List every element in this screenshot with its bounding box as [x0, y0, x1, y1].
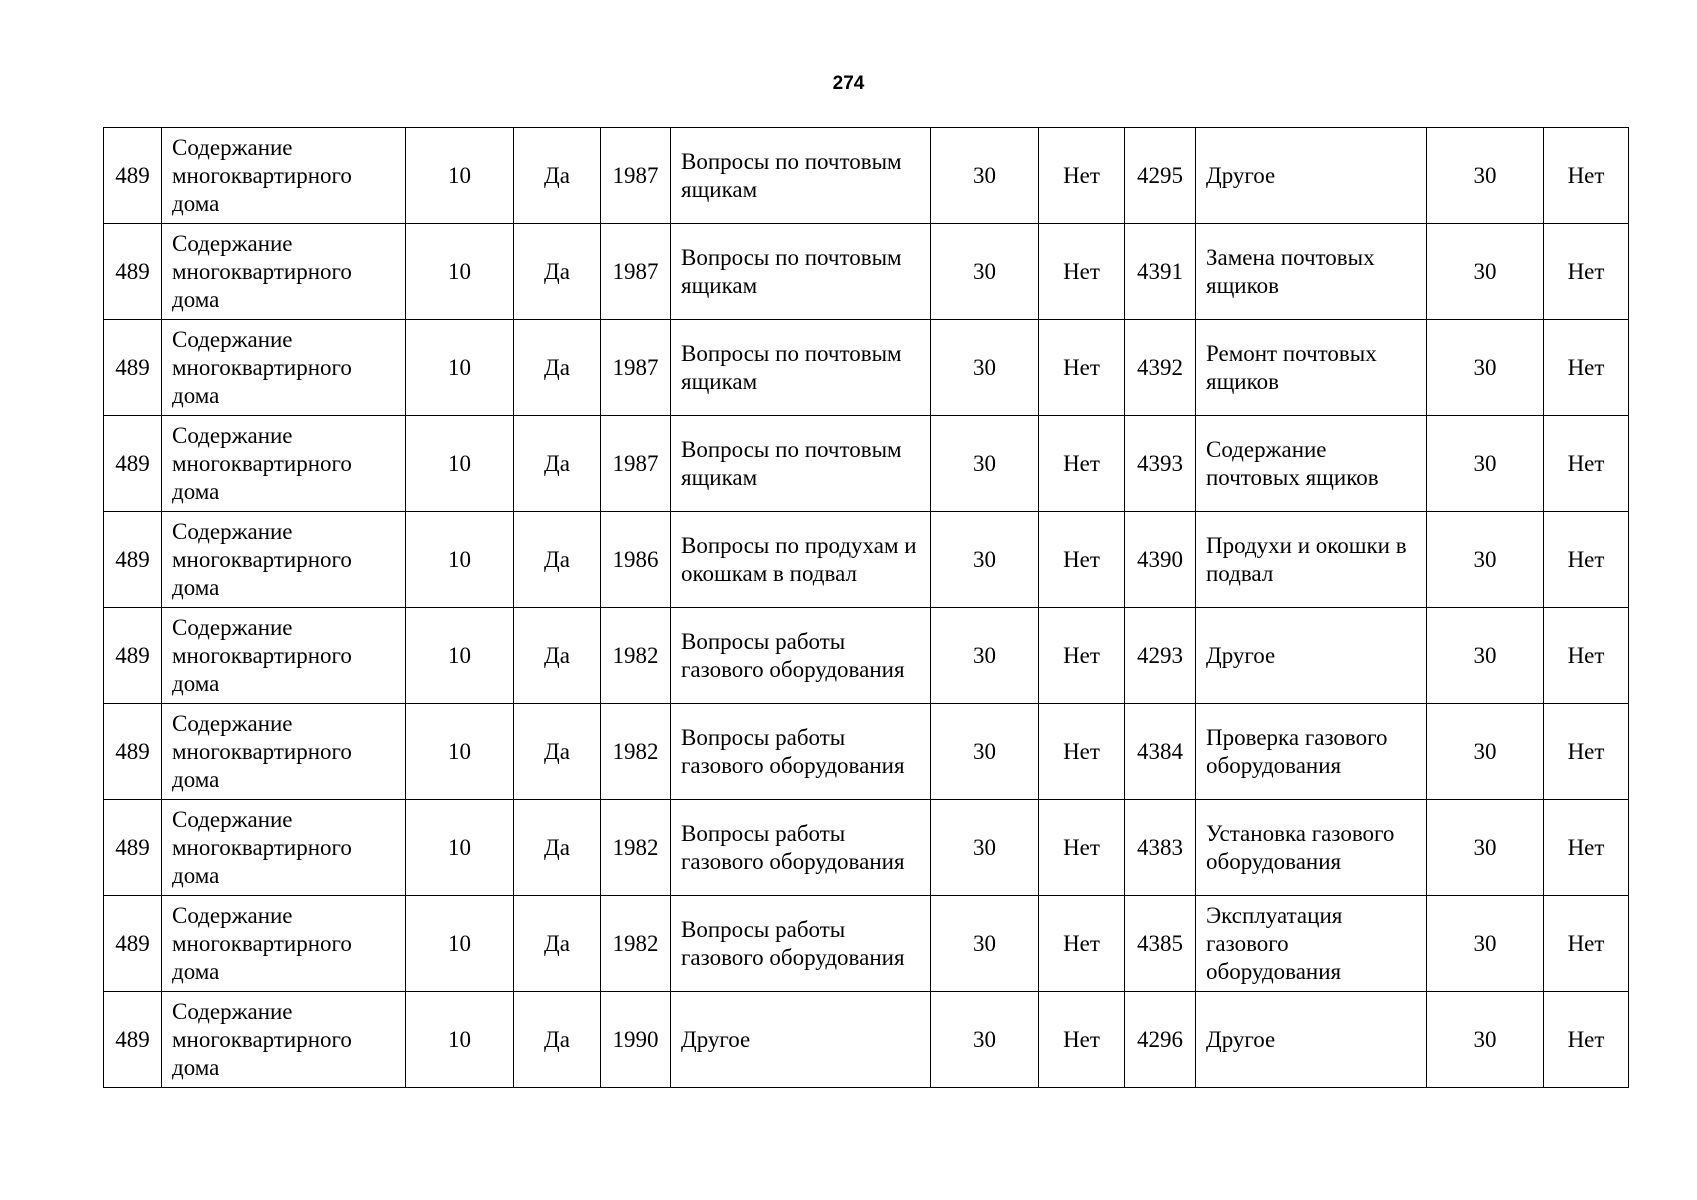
category-cell: Содержание многоквартирного дома	[162, 896, 406, 992]
row-number-cell: 489	[104, 512, 162, 608]
flag-c-cell: Нет	[1544, 608, 1629, 704]
topic-cell: Вопросы работы газового оборудования	[671, 608, 931, 704]
row-number-cell: 489	[104, 128, 162, 224]
flag-c-cell: Нет	[1544, 320, 1629, 416]
code-a-cell: 1982	[601, 800, 671, 896]
code-a-cell: 1982	[601, 704, 671, 800]
code-b-cell: 4393	[1125, 416, 1196, 512]
value-a-cell: 10	[406, 704, 514, 800]
value-b-cell: 30	[931, 992, 1039, 1088]
category-cell: Содержание многоквартирного дома	[162, 416, 406, 512]
code-b-cell: 4295	[1125, 128, 1196, 224]
code-a-cell: 1986	[601, 512, 671, 608]
row-number-cell: 489	[104, 608, 162, 704]
value-b-cell: 30	[931, 224, 1039, 320]
code-b-cell: 4392	[1125, 320, 1196, 416]
flag-a-cell: Да	[514, 512, 601, 608]
value-c-cell: 30	[1427, 320, 1544, 416]
flag-a-cell: Да	[514, 320, 601, 416]
flag-b-cell: Нет	[1039, 128, 1125, 224]
flag-c-cell: Нет	[1544, 992, 1629, 1088]
value-c-cell: 30	[1427, 128, 1544, 224]
subtopic-cell: Другое	[1196, 608, 1427, 704]
document-table	[103, 127, 1629, 1088]
flag-c-cell: Нет	[1544, 896, 1629, 992]
row-number-cell: 489	[104, 896, 162, 992]
flag-a-cell: Да	[514, 896, 601, 992]
table-body	[104, 128, 1629, 1088]
category-cell: Содержание многоквартирного дома	[162, 800, 406, 896]
category-cell: Содержание многоквартирного дома	[162, 320, 406, 416]
flag-c-cell: Нет	[1544, 800, 1629, 896]
flag-b-cell: Нет	[1039, 416, 1125, 512]
flag-b-cell: Нет	[1039, 992, 1125, 1088]
value-c-cell: 30	[1427, 704, 1544, 800]
subtopic-cell: Другое	[1196, 128, 1427, 224]
flag-b-cell: Нет	[1039, 608, 1125, 704]
code-a-cell: 1987	[601, 416, 671, 512]
topic-cell: Вопросы по почтовым ящикам	[671, 224, 931, 320]
table-row	[104, 704, 1629, 800]
flag-b-cell: Нет	[1039, 704, 1125, 800]
topic-cell: Вопросы по продухам и окошкам в подвал	[671, 512, 931, 608]
category-cell: Содержание многоквартирного дома	[162, 512, 406, 608]
topic-cell: Вопросы работы газового оборудования	[671, 704, 931, 800]
category-cell: Содержание многоквартирного дома	[162, 128, 406, 224]
table-row	[104, 320, 1629, 416]
subtopic-cell: Установка газового оборудования	[1196, 800, 1427, 896]
value-b-cell: 30	[931, 800, 1039, 896]
flag-b-cell: Нет	[1039, 320, 1125, 416]
code-b-cell: 4384	[1125, 704, 1196, 800]
flag-b-cell: Нет	[1039, 512, 1125, 608]
table-row	[104, 896, 1629, 992]
value-a-cell: 10	[406, 512, 514, 608]
code-b-cell: 4390	[1125, 512, 1196, 608]
topic-cell: Вопросы работы газового оборудования	[671, 896, 931, 992]
code-a-cell: 1987	[601, 320, 671, 416]
subtopic-cell: Эксплуатация газового оборудования	[1196, 896, 1427, 992]
value-a-cell: 10	[406, 416, 514, 512]
code-a-cell: 1982	[601, 608, 671, 704]
flag-a-cell: Да	[514, 704, 601, 800]
topic-cell: Вопросы работы газового оборудования	[671, 800, 931, 896]
value-b-cell: 30	[931, 608, 1039, 704]
value-a-cell: 10	[406, 896, 514, 992]
subtopic-cell: Продухи и окошки в подвал	[1196, 512, 1427, 608]
value-b-cell: 30	[931, 896, 1039, 992]
topic-cell: Вопросы по почтовым ящикам	[671, 416, 931, 512]
table-row	[104, 128, 1629, 224]
value-c-cell: 30	[1427, 512, 1544, 608]
value-c-cell: 30	[1427, 224, 1544, 320]
row-number-cell: 489	[104, 704, 162, 800]
value-c-cell: 30	[1427, 896, 1544, 992]
subtopic-cell: Проверка газового оборудования	[1196, 704, 1427, 800]
table-row	[104, 992, 1629, 1088]
code-b-cell: 4383	[1125, 800, 1196, 896]
row-number-cell: 489	[104, 800, 162, 896]
value-c-cell: 30	[1427, 608, 1544, 704]
table-row	[104, 608, 1629, 704]
code-b-cell: 4296	[1125, 992, 1196, 1088]
flag-a-cell: Да	[514, 128, 601, 224]
table-row	[104, 416, 1629, 512]
code-b-cell: 4391	[1125, 224, 1196, 320]
subtopic-cell: Ремонт почтовых ящиков	[1196, 320, 1427, 416]
value-b-cell: 30	[931, 320, 1039, 416]
value-a-cell: 10	[406, 224, 514, 320]
category-cell: Содержание многоквартирного дома	[162, 224, 406, 320]
code-a-cell: 1987	[601, 128, 671, 224]
flag-b-cell: Нет	[1039, 896, 1125, 992]
value-c-cell: 30	[1427, 992, 1544, 1088]
code-a-cell: 1982	[601, 896, 671, 992]
flag-b-cell: Нет	[1039, 224, 1125, 320]
table-row	[104, 800, 1629, 896]
value-a-cell: 10	[406, 800, 514, 896]
flag-c-cell: Нет	[1544, 224, 1629, 320]
flag-a-cell: Да	[514, 416, 601, 512]
table-row	[104, 224, 1629, 320]
flag-c-cell: Нет	[1544, 416, 1629, 512]
flag-a-cell: Да	[514, 992, 601, 1088]
table-row	[104, 512, 1629, 608]
topic-cell: Вопросы по почтовым ящикам	[671, 320, 931, 416]
category-cell: Содержание многоквартирного дома	[162, 704, 406, 800]
code-b-cell: 4385	[1125, 896, 1196, 992]
code-a-cell: 1990	[601, 992, 671, 1088]
value-c-cell: 30	[1427, 416, 1544, 512]
row-number-cell: 489	[104, 320, 162, 416]
value-b-cell: 30	[931, 416, 1039, 512]
value-b-cell: 30	[931, 128, 1039, 224]
value-a-cell: 10	[406, 608, 514, 704]
code-b-cell: 4293	[1125, 608, 1196, 704]
row-number-cell: 489	[104, 416, 162, 512]
value-c-cell: 30	[1427, 800, 1544, 896]
subtopic-cell: Содержание почтовых ящиков	[1196, 416, 1427, 512]
row-number-cell: 489	[104, 224, 162, 320]
value-a-cell: 10	[406, 320, 514, 416]
flag-c-cell: Нет	[1544, 512, 1629, 608]
page-number: 274	[832, 73, 865, 94]
category-cell: Содержание многоквартирного дома	[162, 608, 406, 704]
code-a-cell: 1987	[601, 224, 671, 320]
flag-c-cell: Нет	[1544, 704, 1629, 800]
subtopic-cell: Другое	[1196, 992, 1427, 1088]
flag-b-cell: Нет	[1039, 800, 1125, 896]
flag-a-cell: Да	[514, 800, 601, 896]
flag-a-cell: Да	[514, 224, 601, 320]
value-b-cell: 30	[931, 512, 1039, 608]
subtopic-cell: Замена почтовых ящиков	[1196, 224, 1427, 320]
topic-cell: Вопросы по почтовым ящикам	[671, 128, 931, 224]
topic-cell: Другое	[671, 992, 931, 1088]
row-number-cell: 489	[104, 992, 162, 1088]
value-a-cell: 10	[406, 128, 514, 224]
value-b-cell: 30	[931, 704, 1039, 800]
flag-c-cell: Нет	[1544, 128, 1629, 224]
flag-a-cell: Да	[514, 608, 601, 704]
value-a-cell: 10	[406, 992, 514, 1088]
category-cell: Содержание многоквартирного дома	[162, 992, 406, 1088]
